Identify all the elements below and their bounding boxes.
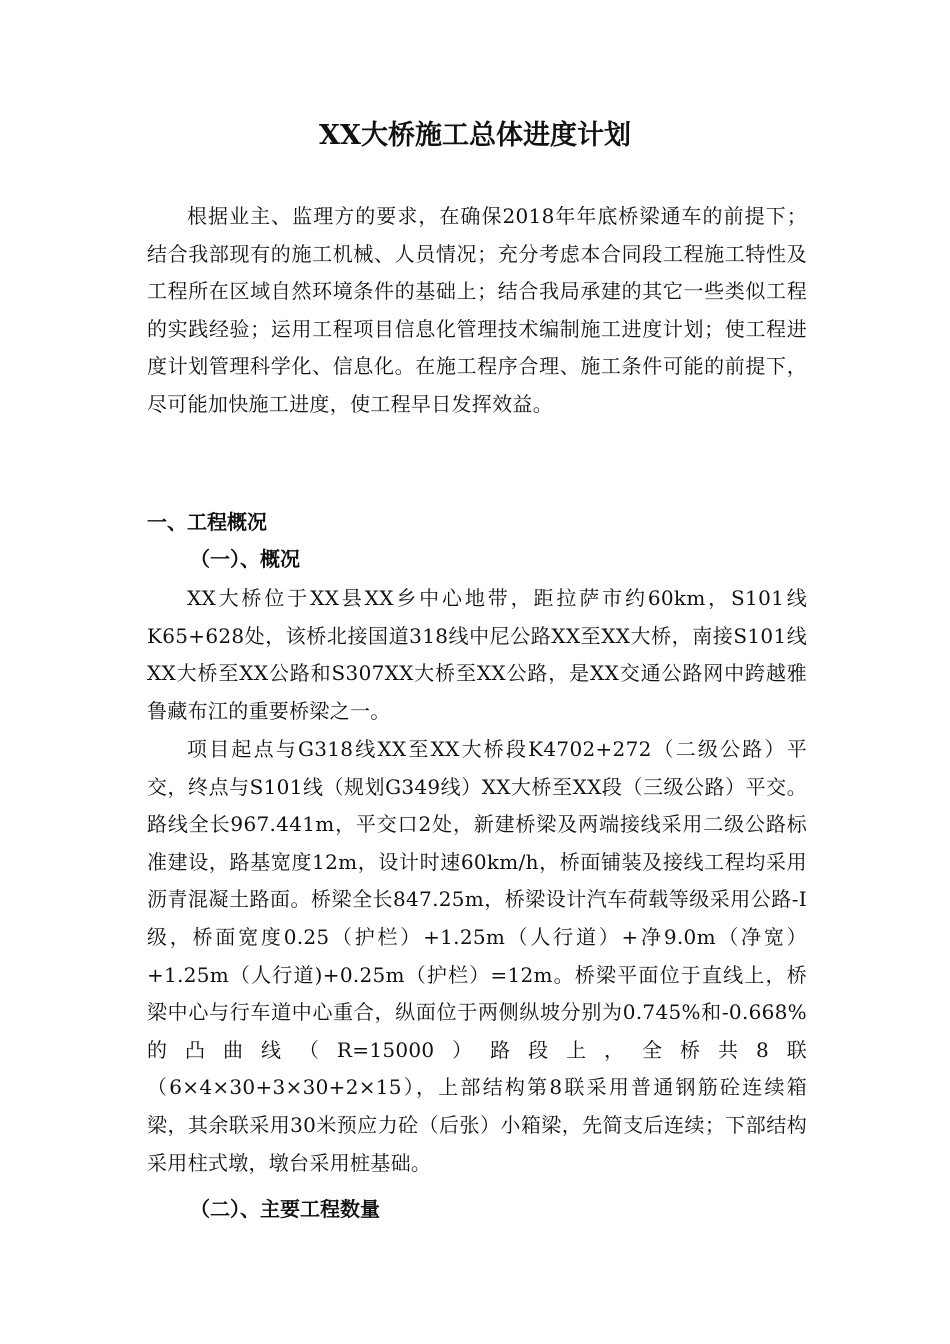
overview-paragraph-technical: 项目起点与G318线XX至XX大桥段K4702+272（二级公路）平交，终点与S101线（规划G349线）XX大桥至XX段（三级公路）平交。路线全长967.441m，平交口2处，新建桥梁及两端接线采用二级公路标准建设，路基宽度12m，设计时速60km/h，桥面铺装及接线工程均采用沥青混凝土路面。桥梁全长847.25m，桥梁设计汽车荷载等级采用公路-I级，桥面宽度0.25（护栏）+1.25m（人行道）+净9.0m（净宽）+1.25m（人行道)+0.25m（护栏）=12m。桥梁平面位于直线上，桥梁中心与行车道中心重合，纵面位于两侧纵坡分别为0.745%和-0.668%的凸曲线（R=15000）路段上，全桥共8联（6×4×30+3×30+2×15），上部结构第8联采用普通钢筋砼连续箱梁，其余联采用30米预应力砼（后张）小箱梁，先简支后连续；下部结构采用柱式墩，墩台采用桩基础。 — [147, 737, 807, 1175]
document-title: XX大桥施工总体进度计划 — [319, 120, 631, 151]
section-heading-overview: 一、工程概况 — [147, 510, 267, 534]
overview-paragraph-location: XX大桥位于XX县XX乡中心地带，距拉萨市约60km，S101线K65+628处，该桥北接国道318线中尼公路XX至XX大桥，南接S101线XX大桥至XX公路和S307XX大桥至XX公路，是XX交通公路网中跨越雅鲁藏布江的重要桥梁之一。 — [147, 586, 807, 723]
subsection-heading-summary: （一）、概况 — [190, 547, 300, 571]
intro-paragraph: 根据业主、监理方的要求，在确保2018年年底桥梁通车的前提下；结合我部现有的施工机械、人员情况；充分考虑本合同段工程施工特性及工程所在区域自然环境条件的基础上；结合我局承建的其它一些类似工程的实践经验；运用工程项目信息化管理技术编制施工进度计划；使工程进度计划管理科学化、信息化。在施工程序合理、施工条件可能的前提下，尽可能加快施工进度，使工程早日发挥效益。 — [147, 204, 807, 416]
subsection-heading-quantities: （二）、主要工程数量 — [190, 1197, 380, 1221]
